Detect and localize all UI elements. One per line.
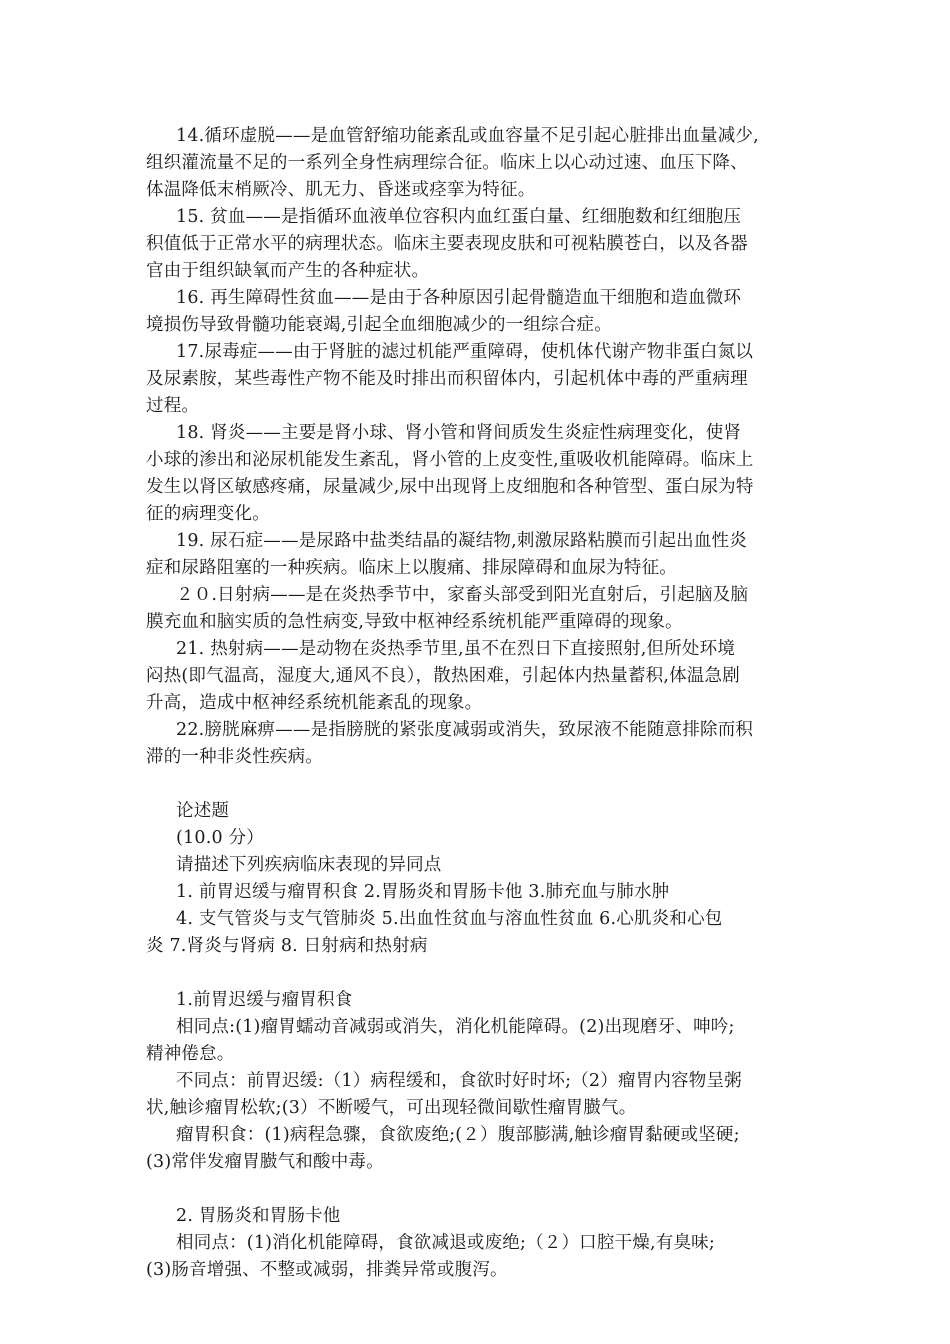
def-18-line-1: 18. 肾炎——主要是肾小球、肾小管和肾间质发生炎症性病理变化，使肾 bbox=[176, 423, 742, 443]
essay-heading: 论述题 bbox=[176, 801, 230, 821]
def-19-line-1: 19. 尿石症——是尿路中盐类结晶的凝结物,刺激尿路粘膜而引起出血性炎 bbox=[176, 531, 747, 551]
def-17-line-3: 过程。 bbox=[146, 396, 200, 416]
def-19-line-2: 症和尿路阻塞的一种疾病。临床上以腹痛、排尿障碍和血尿为特征。 bbox=[146, 558, 677, 578]
essay-prompt: 请描述下列疾病临床表现的异同点 bbox=[176, 855, 442, 875]
answer-1-diff-line-2: 状,触诊瘤胃松软;(3）不断嗳气，可出现轻微间歇性瘤胃臌气。 bbox=[146, 1098, 637, 1118]
essay-items-line-2: 4. 支气管炎与支气管肺炎 5.出血性贫血与溶血性贫血 6.心肌炎和心包 bbox=[176, 909, 723, 929]
essay-score: (10.0 分） bbox=[176, 828, 264, 848]
def-14-line-2: 组织灌流量不足的一系列全身性病理综合征。临床上以心动过速、血压下降、 bbox=[146, 153, 748, 173]
def-22-line-1: 22.膀胱麻痹——是指膀胱的紧张度减弱或消失，致尿液不能随意排除而积 bbox=[176, 720, 754, 740]
essay-items-line-1: 1. 前胃迟缓与瘤胃积食 2.胃肠炎和胃肠卡他 3.肺充血与肺水肿 bbox=[176, 882, 670, 902]
def-20-line-1: ２０.日射病——是在炎热季节中，家畜头部受到阳光直射后，引起脑及脑 bbox=[176, 585, 749, 605]
answer-1-same-line-1: 相同点:(1)瘤胃蠕动音减弱或消失，消化机能障碍。(2)出现磨牙、呻吟; bbox=[176, 1017, 735, 1037]
def-15-line-3: 官由于组织缺氧而产生的各种症状。 bbox=[146, 261, 430, 281]
essay-items-line-3: 炎 7.肾炎与肾病 8. 日射病和热射病 bbox=[146, 936, 428, 956]
answer-2-title: 2. 胃肠炎和胃肠卡他 bbox=[176, 1206, 341, 1226]
def-18-line-2: 小球的渗出和泌尿机能发生紊乱，肾小管的上皮变性,重吸收机能障碍。临床上 bbox=[146, 450, 754, 470]
answer-1-diff-line-1: 不同点：前胃迟缓:（1）病程缓和，食欲时好时坏;（2）瘤胃内容物呈粥 bbox=[176, 1071, 742, 1091]
answer-1-same-line-2: 精神倦怠。 bbox=[146, 1044, 235, 1064]
answer-2-same-line-2: (3)肠音增强、不整或减弱，排粪异常或腹泻。 bbox=[146, 1260, 508, 1280]
def-15-line-1: 15. 贫血——是指循环血液单位容积内血红蛋白量、红细胞数和红细胞压 bbox=[176, 207, 742, 227]
answer-1-diff-line-3: 瘤胃积食：(1)病程急骤，食欲废绝;(２）腹部膨满,触诊瘤胃黏硬或坚硬; bbox=[176, 1125, 740, 1145]
def-14-line-1: 14.循环虚脱——是血管舒缩功能紊乱或血容量不足引起心脏排出血量减少, bbox=[176, 126, 759, 146]
def-22-line-2: 滞的一种非炎性疾病。 bbox=[146, 747, 323, 767]
def-17-line-1: 17.尿毒症——由于肾脏的滤过机能严重障碍，使机体代谢产物非蛋白氮以 bbox=[176, 342, 754, 362]
answer-1-title: 1.前胃迟缓与瘤胃积食 bbox=[176, 990, 353, 1010]
def-16-line-2: 境损伤导致骨髓功能衰竭,引起全血细胞减少的一组综合症。 bbox=[146, 315, 612, 335]
def-15-line-2: 积值低于正常水平的病理状态。临床主要表现皮肤和可视粘膜苍白，以及各器 bbox=[146, 234, 748, 254]
def-14-line-3: 体温降低末梢厥冷、肌无力、昏迷或痉挛为特征。 bbox=[146, 180, 536, 200]
def-20-line-2: 膜充血和脑实质的急性病变,导致中枢神经系统机能严重障碍的现象。 bbox=[146, 612, 683, 632]
def-17-line-2: 及尿素胺，某些毒性产物不能及时排出而积留体内，引起机体中毒的严重病理 bbox=[146, 369, 748, 389]
def-21-line-3: 升高，造成中枢神经系统机能紊乱的现象。 bbox=[146, 693, 483, 713]
def-18-line-3: 发生以肾区敏感疼痛，尿量减少,尿中出现肾上皮细胞和各种管型、蛋白尿为特 bbox=[146, 477, 754, 497]
def-18-line-4: 征的病理变化。 bbox=[146, 504, 270, 524]
def-16-line-1: 16. 再生障碍性贫血——是由于各种原因引起骨髓造血干细胞和造血微环 bbox=[176, 288, 742, 308]
def-21-line-1: 21. 热射病——是动物在炎热季节里,虽不在烈日下直接照射,但所处环境 bbox=[176, 639, 736, 659]
answer-2-same-line-1: 相同点：(1)消化机能障碍，食欲减退或废绝;（２）口腔干燥,有臭味; bbox=[176, 1233, 715, 1253]
answer-1-diff-line-4: (3)常伴发瘤胃臌气和酸中毒。 bbox=[146, 1152, 384, 1172]
def-21-line-2: 闷热(即气温高，湿度大,通风不良），散热困难，引起体内热量蓄积,体温急剧 bbox=[146, 666, 740, 686]
